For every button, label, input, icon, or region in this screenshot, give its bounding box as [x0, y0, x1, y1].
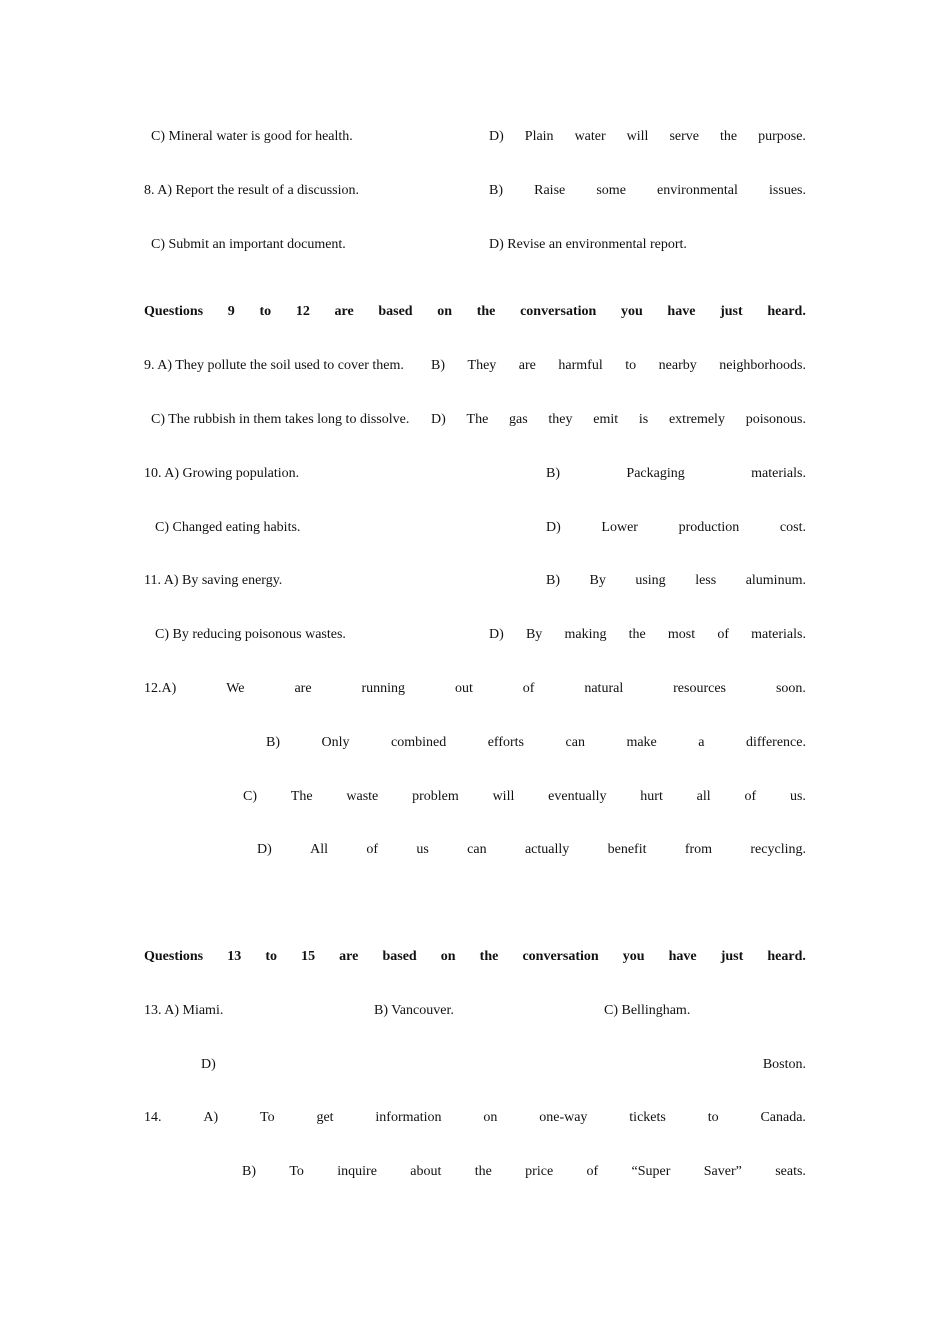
word: us.: [789, 789, 806, 804]
q9-option-c: C) The rubbish in them takes long to dissolve.: [151, 412, 410, 427]
section-heading-13-15: [144, 947, 806, 967]
word: making: [564, 627, 607, 642]
word: the: [476, 304, 496, 319]
word: 14.: [144, 1110, 162, 1125]
word: To: [260, 1110, 275, 1125]
word: of: [744, 789, 757, 804]
word: conversation: [520, 304, 597, 319]
word: on: [437, 304, 453, 319]
word: conversation: [522, 949, 599, 964]
word: issues.: [769, 183, 806, 198]
word: problem: [412, 789, 459, 804]
word: To: [289, 1164, 304, 1179]
word: “Super: [631, 1164, 671, 1179]
q10-option-d: [546, 518, 806, 538]
word: to: [707, 1110, 719, 1125]
word: heard.: [767, 304, 806, 319]
word: efforts: [487, 735, 525, 750]
word: serve: [669, 129, 699, 144]
word: Plain: [524, 129, 554, 144]
word: materials.: [751, 466, 806, 481]
word: the: [479, 949, 499, 964]
q11-option-c: C) By reducing poisonous wastes.: [155, 627, 346, 642]
q13-option-d: [201, 1055, 806, 1075]
word: to: [259, 304, 272, 319]
word: the: [628, 627, 646, 642]
word: a: [698, 735, 705, 750]
word: of: [522, 681, 535, 696]
word: D): [201, 1057, 216, 1072]
word: difference.: [746, 735, 806, 750]
word: D): [546, 520, 561, 535]
word: have: [668, 949, 697, 964]
word: to: [625, 358, 637, 373]
word: extremely: [668, 412, 725, 427]
word: actually: [524, 842, 570, 857]
word: nearby: [658, 358, 697, 373]
q8-option-b: [489, 181, 806, 201]
section-heading-9-12: [144, 302, 806, 322]
word: seats.: [775, 1164, 806, 1179]
word: running: [361, 681, 406, 696]
word: are: [518, 358, 536, 373]
word: Canada.: [760, 1110, 806, 1125]
word: Packaging: [626, 466, 685, 481]
word: most: [667, 627, 696, 642]
word: poisonous.: [745, 412, 806, 427]
word: one-way: [539, 1110, 588, 1125]
word: all: [696, 789, 711, 804]
word: Boston.: [762, 1057, 806, 1072]
word: We: [226, 681, 245, 696]
word: 13: [227, 949, 242, 964]
q9-option-b: [431, 356, 806, 376]
word: the: [474, 1164, 492, 1179]
word: D): [431, 412, 446, 427]
word: on: [483, 1110, 498, 1125]
word: D): [489, 129, 504, 144]
word: waste: [346, 789, 379, 804]
word: is: [638, 412, 649, 427]
word: of: [717, 627, 729, 642]
word: can: [565, 735, 585, 750]
word: based: [378, 304, 413, 319]
word: 15: [301, 949, 316, 964]
word: B): [266, 735, 280, 750]
q9-option-d: [431, 410, 806, 430]
word: Questions: [144, 304, 204, 319]
word: about: [410, 1164, 442, 1179]
word: get: [316, 1110, 334, 1125]
word: hurt: [640, 789, 663, 804]
q8-option-c: C) Submit an important document.: [151, 237, 346, 252]
word: combined: [391, 735, 447, 750]
word: of: [366, 842, 379, 857]
word: purpose.: [758, 129, 806, 144]
word: information: [375, 1110, 442, 1125]
word: materials.: [751, 627, 806, 642]
word: A): [203, 1110, 219, 1125]
word: of: [586, 1164, 599, 1179]
word: Lower: [601, 520, 638, 535]
word: you: [620, 304, 643, 319]
q11-option-d: [489, 625, 806, 645]
q7-option-d: [489, 127, 806, 147]
word: heard.: [767, 949, 806, 964]
word: just: [720, 949, 744, 964]
word: have: [667, 304, 696, 319]
word: gas: [509, 412, 528, 427]
word: C): [243, 789, 257, 804]
q14-option-b: [242, 1162, 806, 1182]
word: 12.A): [144, 681, 177, 696]
q13-option-b: B) Vancouver.: [374, 1003, 454, 1018]
word: B): [546, 573, 560, 588]
word: B): [431, 358, 445, 373]
word: B): [546, 466, 560, 481]
word: recycling.: [750, 842, 806, 857]
word: just: [720, 304, 743, 319]
word: All: [310, 842, 329, 857]
word: they: [548, 412, 573, 427]
word: price: [525, 1164, 554, 1179]
word: are: [339, 949, 359, 964]
word: Saver”: [703, 1164, 742, 1179]
q12-option-d: [257, 840, 806, 860]
word: The: [466, 412, 489, 427]
word: will: [626, 129, 649, 144]
q12-option-b: [266, 733, 806, 753]
word: By: [589, 573, 606, 588]
word: Questions: [144, 949, 204, 964]
word: inquire: [337, 1164, 377, 1179]
word: based: [382, 949, 417, 964]
word: can: [467, 842, 487, 857]
q8-option-a: 8. A) Report the result of a discussion.: [144, 183, 360, 198]
word: make: [626, 735, 657, 750]
word: emit: [593, 412, 619, 427]
word: eventually: [548, 789, 607, 804]
word: The: [290, 789, 313, 804]
word: are: [334, 304, 354, 319]
word: They: [467, 358, 497, 373]
q11-option-a: 11. A) By saving energy.: [144, 573, 283, 588]
word: By: [525, 627, 543, 642]
q10-option-b: [546, 464, 806, 484]
word: D): [257, 842, 272, 857]
word: 12: [295, 304, 310, 319]
q14-option-a: [144, 1108, 806, 1128]
word: water: [574, 129, 606, 144]
q7-option-c: C) Mineral water is good for health.: [151, 129, 353, 144]
q8-option-d: D) Revise an environmental report.: [489, 237, 687, 252]
word: neighborhoods.: [719, 358, 806, 373]
q12-option-c: [243, 787, 806, 807]
word: 9: [227, 304, 235, 319]
word: to: [265, 949, 277, 964]
q11-option-b: [546, 571, 806, 591]
word: B): [489, 183, 503, 198]
word: Only: [321, 735, 350, 750]
word: are: [294, 681, 312, 696]
word: tickets: [629, 1110, 666, 1125]
q13-option-c: C) Bellingham.: [604, 1003, 691, 1018]
word: environmental: [657, 183, 738, 198]
word: B): [242, 1164, 256, 1179]
word: cost.: [779, 520, 806, 535]
word: us: [416, 842, 429, 857]
word: Raise: [534, 183, 566, 198]
q13-option-a: 13. A) Miami.: [144, 1003, 224, 1018]
q10-option-a: 10. A) Growing population.: [144, 466, 300, 481]
word: benefit: [607, 842, 647, 857]
word: aluminum.: [745, 573, 806, 588]
word: harmful: [558, 358, 603, 373]
word: less: [695, 573, 717, 588]
q9-option-a: 9. A) They pollute the soil used to cover them.: [144, 358, 404, 373]
word: some: [596, 183, 626, 198]
word: using: [635, 573, 666, 588]
word: will: [492, 789, 515, 804]
word: resources: [673, 681, 727, 696]
q12-option-a: [144, 679, 806, 699]
word: from: [684, 842, 713, 857]
word: D): [489, 627, 504, 642]
word: natural: [584, 681, 624, 696]
q10-option-c: C) Changed eating habits.: [155, 520, 301, 535]
word: soon.: [775, 681, 806, 696]
word: out: [454, 681, 473, 696]
word: on: [440, 949, 456, 964]
word: the: [719, 129, 738, 144]
word: you: [622, 949, 645, 964]
word: production: [678, 520, 740, 535]
